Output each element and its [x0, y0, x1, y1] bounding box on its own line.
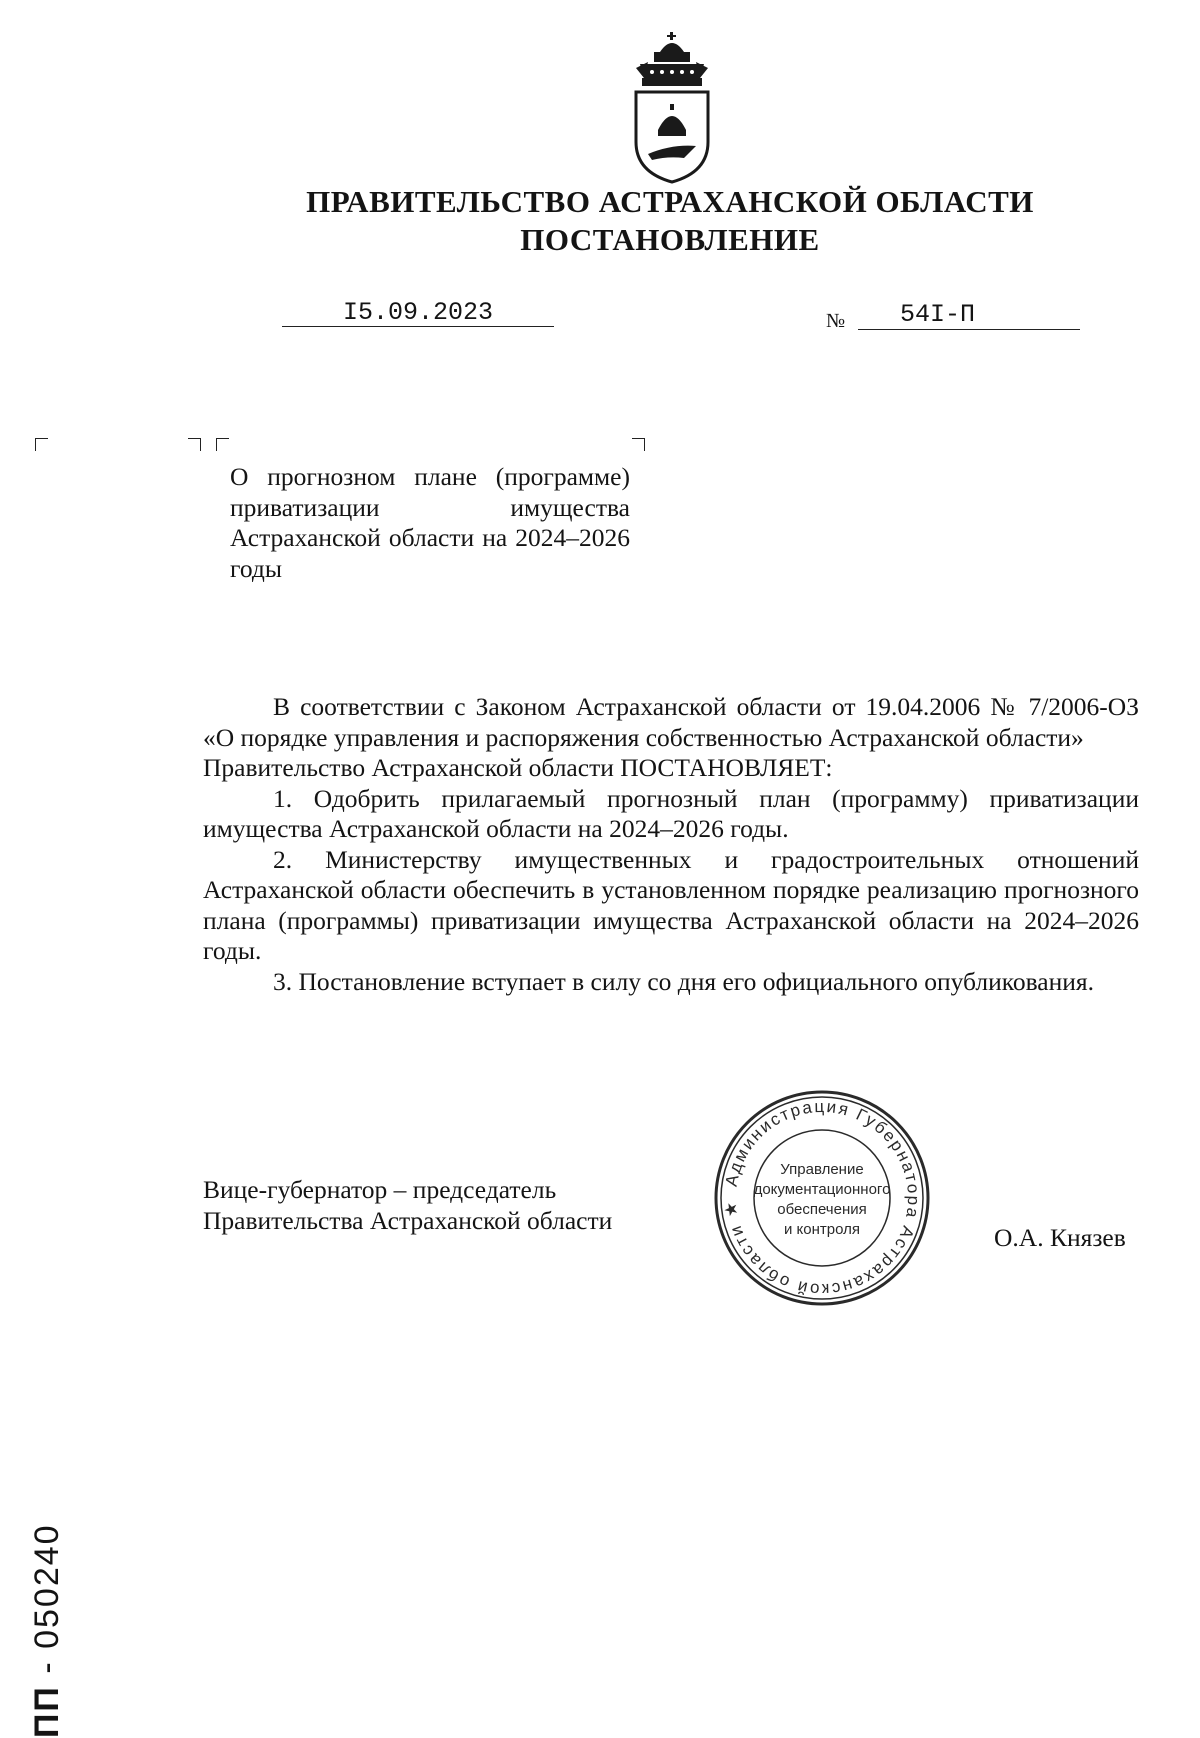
document-subject: О прогнозном плане (программе) приватизации имущества Астраханской области на 2024–2026 годы: [230, 462, 630, 583]
signatory-name: О.А. Князев: [994, 1223, 1126, 1252]
svg-text:Управление: Управление: [780, 1161, 864, 1178]
serial-number: - 050240: [28, 1523, 66, 1686]
position-line: Вице-губернатор – председатель: [203, 1175, 557, 1204]
svg-text:Администрация Губернатора Астр: Администрация Губернатора Астраханской области ★: [720, 1096, 924, 1300]
coat-of-arms-icon: [630, 32, 714, 184]
signatory-position: [203, 1175, 612, 1236]
margin-corner-mark: [188, 438, 201, 451]
official-seal: [712, 1088, 932, 1308]
resolves-line: Правительство Астраханской области ПОСТАНОВЛЯЕТ:: [203, 753, 833, 782]
government-title: ПРАВИТЕЛЬСТВО АСТРАХАНСКОЙ ОБЛАСТИ: [306, 184, 1034, 219]
subject-corner-mark: [632, 438, 645, 451]
form-serial-number: [28, 1398, 67, 1738]
clause: 3. Постановление вступает в силу со дня его официального опубликования.: [273, 966, 1094, 996]
serial-series: ПП: [28, 1685, 66, 1738]
margin-corner-mark: [35, 438, 48, 451]
document-number: 54I-П: [900, 300, 976, 329]
number-underline: [858, 329, 1080, 330]
number-sign: №: [826, 310, 846, 332]
preamble: В соответствии с Законом Астраханской области от 19.04.2006 № 7/2006-ОЗ «О порядке управления и распоряжения собственностью Астраханской области»: [203, 692, 1139, 752]
document-date: I5.09.2023: [342, 298, 494, 327]
clause: 1. Одобрить прилагаемый прогнозный план (программу) приватизации имущества Астраханской области на 2024–2026 годы.: [203, 783, 1139, 843]
document-type: ПОСТАНОВЛЕНИЕ: [520, 222, 820, 257]
subject-corner-mark: [216, 438, 229, 451]
svg-text:обеспечения: обеспечения: [777, 1201, 867, 1218]
date-underline: [282, 326, 554, 327]
position-line: Правительства Астраханской области: [203, 1205, 613, 1235]
clause: 2. Министерству имущественных и градостроительных отношений Астраханской области обеспечить в установленном порядке реализацию прогнозного плана (программы) приватизации имущества Астраханской области на 2024–2026 годы.: [203, 844, 1139, 965]
svg-text:документационного: документационного: [753, 1181, 891, 1198]
document-body: [203, 692, 1139, 997]
svg-text:и контроля: и контроля: [783, 1221, 861, 1238]
